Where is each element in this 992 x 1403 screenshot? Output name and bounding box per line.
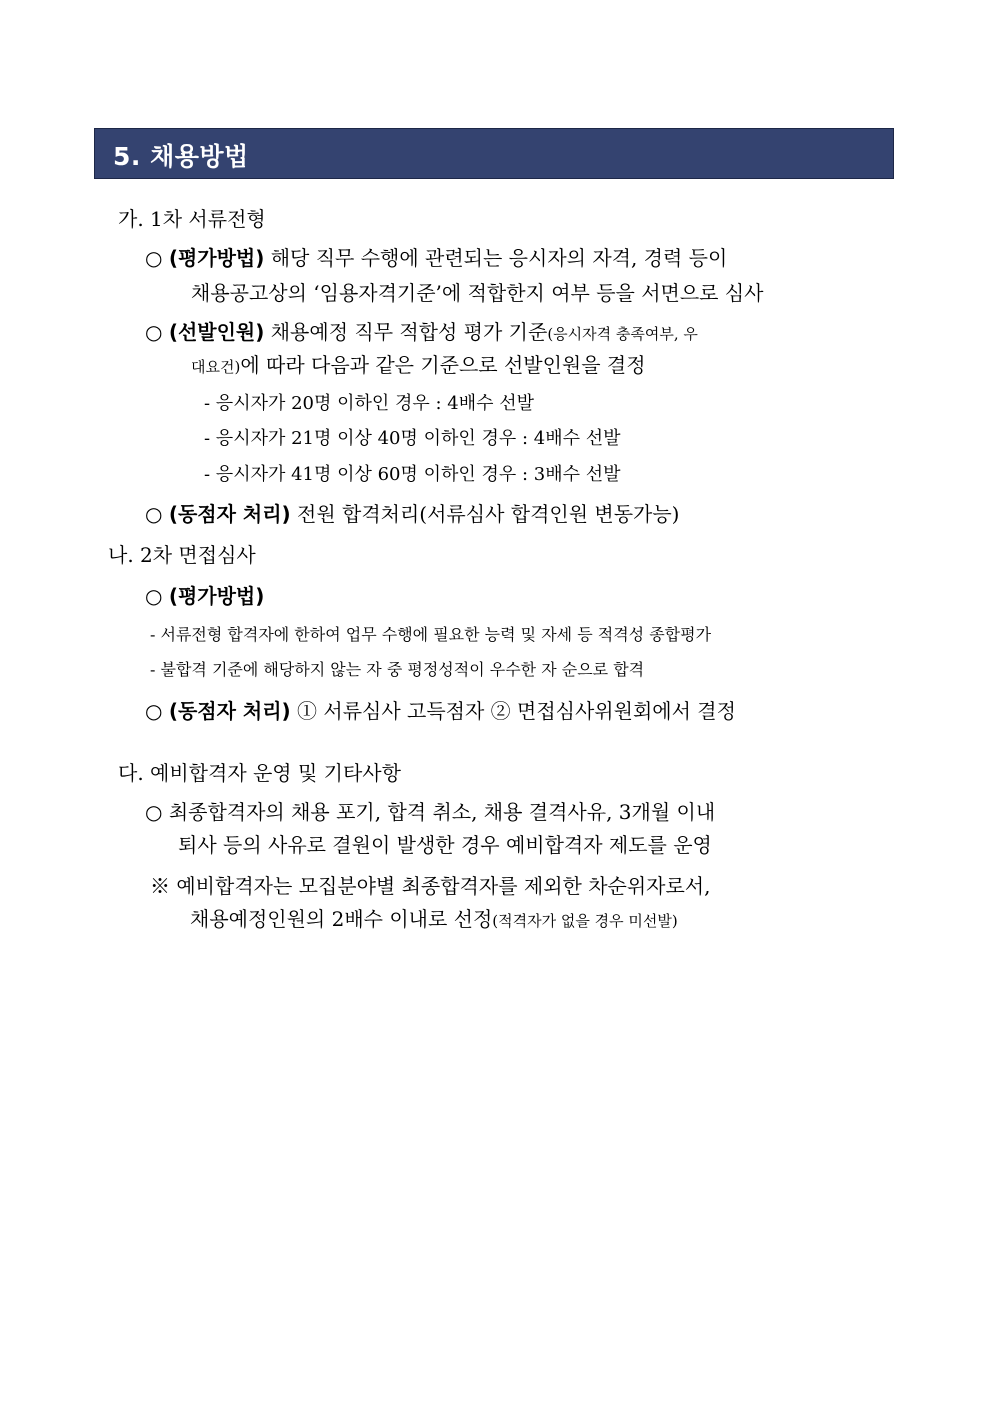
- b-item: - 서류전형 합격자에 한하여 업무 수행에 필요한 능력 및 자세 등 적격성 종합평가: [150, 625, 712, 644]
- bullet: ○: [145, 584, 163, 608]
- b-eval-label: (평가방법): [168, 584, 265, 608]
- a-select-text1: 채용예정 직무 적합성 평가 기준: [264, 320, 548, 344]
- a-eval-line2: 채용공고상의 ‘임용자격기준’에 적합한지 여부 등을 서면으로 심사: [191, 281, 764, 305]
- bullet: ○: [145, 502, 163, 526]
- a-select-text2-small: 대요건): [191, 358, 241, 376]
- bullet: ○: [145, 699, 163, 723]
- a-select-line1: [145, 322, 698, 342]
- a-select-item: - 응시자가 21명 이상 40명 이하인 경우 : 4배수 선발: [204, 428, 621, 449]
- c-p1-line1: [145, 802, 715, 822]
- a-select-text1-small: (응시자격 충족여부, 우: [547, 325, 698, 343]
- subsection-c-heading: 다. 예비합격자 운영 및 기타사항: [118, 761, 401, 785]
- section-title: 5. 채용방법: [113, 142, 249, 171]
- a-select-text2: 에 따라 다음과 같은 기준으로 선발인원을 결정: [240, 353, 646, 377]
- a-eval-label: (평가방법): [168, 246, 265, 270]
- c-note-text2: 채용예정인원의 2배수 이내로 선정: [190, 907, 493, 931]
- bullet: ○: [145, 246, 163, 270]
- a-tie-label: (동점자 처리): [168, 502, 291, 526]
- b-eval-line: [145, 586, 264, 606]
- c-note-text1: 예비합격자는 모집분야별 최종합격자를 제외한 차순위자로서,: [176, 874, 711, 898]
- section-header: [94, 128, 894, 179]
- c-p1-text1: 최종합격자의 채용 포기, 합격 취소, 채용 결격사유, 3개월 이내: [168, 800, 716, 824]
- a-eval-line1: [145, 248, 895, 268]
- a-select-label: (선발인원): [168, 320, 265, 344]
- c-p1-line2: 퇴사 등의 사유로 결원이 발생한 경우 예비합격자 제도를 운영: [178, 833, 712, 857]
- c-note-line1: [150, 876, 710, 896]
- a-select-item: - 응시자가 20명 이하인 경우 : 4배수 선발: [204, 393, 534, 414]
- b-tie-label: (동점자 처리): [168, 699, 291, 723]
- bullet: ○: [145, 800, 163, 824]
- c-note-line2: [190, 909, 678, 929]
- c-note-text2-small: (적격자가 없을 경우 미선발): [492, 912, 678, 930]
- subsection-a-heading: 가. 1차 서류전형: [118, 207, 266, 231]
- a-tie-text: 전원 합격처리(서류심사 합격인원 변동가능): [290, 502, 680, 526]
- a-eval-text1: 해당 직무 수행에 관련되는 응시자의 자격, 경력 등이: [264, 246, 728, 270]
- a-tie-line: [145, 504, 679, 524]
- a-select-line2: [191, 355, 646, 375]
- b-tie-line: [145, 701, 736, 721]
- a-select-item: - 응시자가 41명 이상 60명 이하인 경우 : 3배수 선발: [204, 464, 621, 485]
- b-tie-text: ① 서류심사 고득점자 ② 면접심사위원회에서 결정: [290, 699, 736, 723]
- bullet: ○: [145, 320, 163, 344]
- b-item: - 불합격 기준에 해당하지 않는 자 중 평정성적이 우수한 자 순으로 합격: [150, 660, 645, 679]
- note-mark: ※: [150, 874, 170, 898]
- subsection-b-heading: 나. 2차 면접심사: [108, 543, 256, 567]
